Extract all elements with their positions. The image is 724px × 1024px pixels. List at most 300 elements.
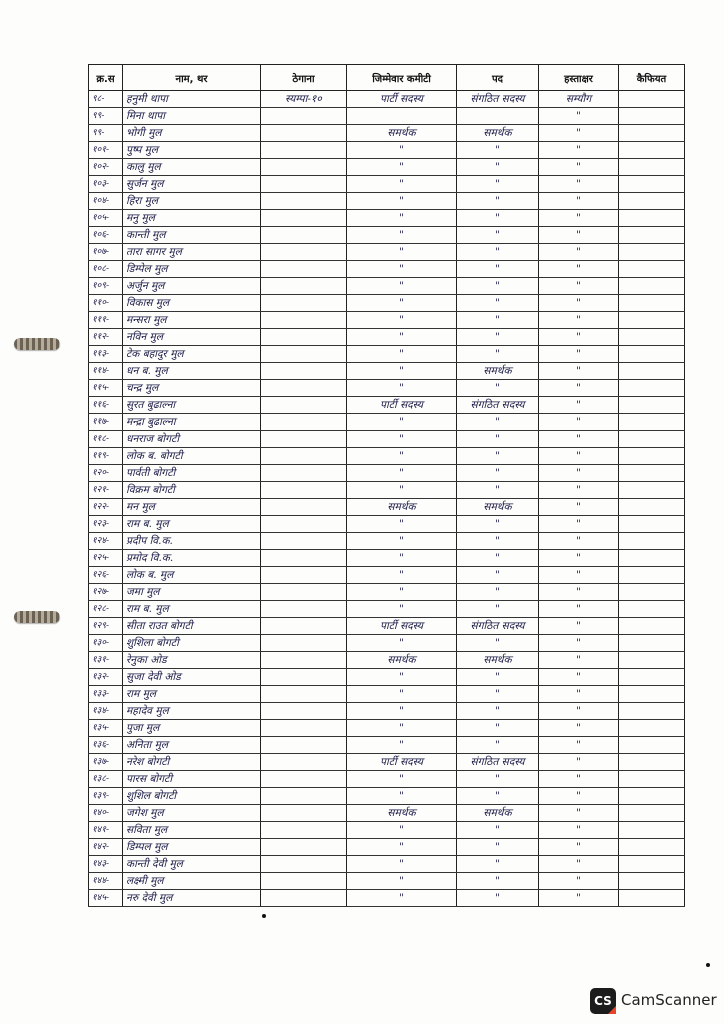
cell-name: लक्ष्मी मुल	[123, 873, 261, 890]
cell-name: सुर्जन मुल	[123, 176, 261, 193]
cell-remarks	[619, 550, 685, 567]
table-row	[89, 312, 685, 329]
cell-address: स्यम्पा-१०	[261, 91, 347, 108]
cell-remarks	[619, 771, 685, 788]
cell-remarks	[619, 890, 685, 907]
camscanner-logo-icon: CS	[590, 988, 616, 1014]
cell-serial-number: १०१-	[89, 142, 123, 159]
cell-position: संगठित सदस्य	[457, 754, 539, 771]
header-address: ठेगाना	[261, 65, 347, 91]
cell-committee: "	[347, 584, 457, 601]
cell-serial-number: १३७-	[89, 754, 123, 771]
cell-serial-number: १४०-	[89, 805, 123, 822]
cell-address	[261, 737, 347, 754]
cell-remarks	[619, 380, 685, 397]
cell-address	[261, 754, 347, 771]
cell-serial-number: ११२-	[89, 329, 123, 346]
cell-committee: "	[347, 720, 457, 737]
cell-name: पुष्प मुल	[123, 142, 261, 159]
cell-signature: "	[539, 822, 619, 839]
cell-address	[261, 244, 347, 261]
table-row	[89, 584, 685, 601]
table-row	[89, 380, 685, 397]
cell-remarks	[619, 448, 685, 465]
cell-serial-number: ११७-	[89, 414, 123, 431]
cell-committee: "	[347, 669, 457, 686]
table-row	[89, 720, 685, 737]
cell-remarks	[619, 601, 685, 618]
cell-committee: "	[347, 822, 457, 839]
table-row	[89, 159, 685, 176]
table-header-row	[89, 65, 685, 91]
cell-position: "	[457, 890, 539, 907]
cell-address	[261, 669, 347, 686]
cell-signature: "	[539, 533, 619, 550]
cell-signature: "	[539, 125, 619, 142]
cell-name: मनु मुल	[123, 210, 261, 227]
cell-remarks	[619, 278, 685, 295]
cell-signature: "	[539, 703, 619, 720]
cell-remarks	[619, 414, 685, 431]
cell-signature: "	[539, 176, 619, 193]
cell-signature: "	[539, 771, 619, 788]
cell-position: संगठित सदस्य	[457, 618, 539, 635]
cell-signature: "	[539, 431, 619, 448]
table-row	[89, 193, 685, 210]
cell-remarks	[619, 193, 685, 210]
cell-serial-number: १०३-	[89, 176, 123, 193]
cell-committee: "	[347, 873, 457, 890]
cell-remarks	[619, 737, 685, 754]
cell-address	[261, 176, 347, 193]
cell-position: "	[457, 142, 539, 159]
cell-position: "	[457, 703, 539, 720]
table-row	[89, 278, 685, 295]
table-row	[89, 669, 685, 686]
cell-name: धनराज बोगटी	[123, 431, 261, 448]
cell-position: "	[457, 788, 539, 805]
member-register-table	[88, 64, 685, 907]
cell-name: सीता राउत बोगटी	[123, 618, 261, 635]
cell-signature: "	[539, 261, 619, 278]
cell-serial-number: १०८-	[89, 261, 123, 278]
cell-address	[261, 771, 347, 788]
cell-serial-number: ११३-	[89, 346, 123, 363]
table-row	[89, 261, 685, 278]
cell-remarks	[619, 227, 685, 244]
cell-signature: "	[539, 278, 619, 295]
cell-committee: "	[347, 771, 457, 788]
cell-remarks	[619, 159, 685, 176]
cell-serial-number: १२०-	[89, 465, 123, 482]
cell-serial-number: १४३-	[89, 856, 123, 873]
cell-remarks	[619, 652, 685, 669]
cell-position: "	[457, 346, 539, 363]
cell-address	[261, 448, 347, 465]
header-name: नाम, थर	[123, 65, 261, 91]
table-row	[89, 754, 685, 771]
cell-name: हनुमी थापा	[123, 91, 261, 108]
cell-serial-number: १२५-	[89, 550, 123, 567]
header-remarks: कैफियत	[619, 65, 685, 91]
cell-serial-number: १३९-	[89, 788, 123, 805]
cell-position: "	[457, 584, 539, 601]
cell-remarks	[619, 686, 685, 703]
cell-remarks	[619, 720, 685, 737]
cell-address	[261, 125, 347, 142]
cell-address	[261, 159, 347, 176]
cell-committee: "	[347, 516, 457, 533]
cell-signature: "	[539, 839, 619, 856]
cell-position: "	[457, 550, 539, 567]
cell-address	[261, 890, 347, 907]
cell-signature: "	[539, 737, 619, 754]
table-row	[89, 210, 685, 227]
cell-remarks	[619, 176, 685, 193]
cell-committee: "	[347, 448, 457, 465]
cell-signature: "	[539, 346, 619, 363]
cell-position: "	[457, 244, 539, 261]
table-row	[89, 873, 685, 890]
table-row	[89, 465, 685, 482]
cell-signature: "	[539, 856, 619, 873]
cell-serial-number: १०९-	[89, 278, 123, 295]
cell-name: शुशिला बोगटी	[123, 635, 261, 652]
cell-name: धन ब. मुल	[123, 363, 261, 380]
cell-remarks	[619, 465, 685, 482]
cell-name: नरु देवी मुल	[123, 890, 261, 907]
header-signature: हस्ताक्षर	[539, 65, 619, 91]
cell-position: "	[457, 567, 539, 584]
cell-signature: "	[539, 516, 619, 533]
cell-committee: "	[347, 737, 457, 754]
cell-signature: "	[539, 414, 619, 431]
cell-committee: "	[347, 890, 457, 907]
cell-serial-number: ११५-	[89, 380, 123, 397]
table-row	[89, 771, 685, 788]
cell-signature: "	[539, 397, 619, 414]
cell-position: "	[457, 669, 539, 686]
cell-name: विकास मुल	[123, 295, 261, 312]
cell-position: "	[457, 329, 539, 346]
cell-signature: "	[539, 363, 619, 380]
cell-serial-number: ११९-	[89, 448, 123, 465]
cell-committee	[347, 108, 457, 125]
cell-address	[261, 108, 347, 125]
cell-signature: "	[539, 635, 619, 652]
cell-signature: "	[539, 567, 619, 584]
cell-address	[261, 533, 347, 550]
cell-address	[261, 312, 347, 329]
table-row	[89, 737, 685, 754]
cell-name: सविता मुल	[123, 822, 261, 839]
cell-committee: "	[347, 312, 457, 329]
cell-serial-number: १३४-	[89, 703, 123, 720]
cell-remarks	[619, 108, 685, 125]
stray-dot	[262, 914, 266, 918]
cell-signature: "	[539, 448, 619, 465]
cell-name: प्रमोद वि.क.	[123, 550, 261, 567]
cell-committee: "	[347, 856, 457, 873]
cell-signature: "	[539, 210, 619, 227]
cell-signature: "	[539, 550, 619, 567]
cell-remarks	[619, 788, 685, 805]
cell-name: मिना थापा	[123, 108, 261, 125]
cell-position: समर्थक	[457, 805, 539, 822]
cell-committee: पार्टी सदस्य	[347, 91, 457, 108]
cell-remarks	[619, 703, 685, 720]
cell-address	[261, 720, 347, 737]
cell-position: "	[457, 737, 539, 754]
cell-position: "	[457, 482, 539, 499]
cell-name: टेक बहादुर मुल	[123, 346, 261, 363]
cell-signature: सम्यौग	[539, 91, 619, 108]
cell-serial-number: १३८-	[89, 771, 123, 788]
table-row	[89, 822, 685, 839]
cell-signature: "	[539, 652, 619, 669]
table-row	[89, 533, 685, 550]
cell-serial-number: १३०-	[89, 635, 123, 652]
cell-remarks	[619, 363, 685, 380]
cell-remarks	[619, 754, 685, 771]
cell-position: "	[457, 686, 539, 703]
cell-committee: "	[347, 278, 457, 295]
cell-serial-number: १२८-	[89, 601, 123, 618]
table-row	[89, 227, 685, 244]
cell-address	[261, 414, 347, 431]
binder-ring-icon	[14, 338, 60, 350]
table-row	[89, 686, 685, 703]
cell-committee: पार्टी सदस्य	[347, 618, 457, 635]
cell-position: "	[457, 601, 539, 618]
table-row	[89, 125, 685, 142]
cell-name: महादेव मुल	[123, 703, 261, 720]
cell-name: नविन मुल	[123, 329, 261, 346]
cell-committee: "	[347, 346, 457, 363]
cell-name: चन्द्र मुल	[123, 380, 261, 397]
cell-serial-number: १११-	[89, 312, 123, 329]
cell-serial-number: ११८-	[89, 431, 123, 448]
cell-remarks	[619, 567, 685, 584]
cell-remarks	[619, 856, 685, 873]
table-row	[89, 839, 685, 856]
cell-signature: "	[539, 754, 619, 771]
cell-signature: "	[539, 890, 619, 907]
cell-committee: "	[347, 193, 457, 210]
cell-position: "	[457, 193, 539, 210]
cell-address	[261, 635, 347, 652]
cell-signature: "	[539, 720, 619, 737]
cell-serial-number: १३१-	[89, 652, 123, 669]
cell-committee: "	[347, 703, 457, 720]
cell-name: सुजा देवी ओड	[123, 669, 261, 686]
cell-remarks	[619, 822, 685, 839]
cell-address	[261, 142, 347, 159]
cell-remarks	[619, 805, 685, 822]
cell-committee: "	[347, 142, 457, 159]
cell-committee: पार्टी सदस्य	[347, 397, 457, 414]
cell-committee: "	[347, 363, 457, 380]
table-row	[89, 244, 685, 261]
cell-signature: "	[539, 312, 619, 329]
cell-remarks	[619, 635, 685, 652]
cell-signature: "	[539, 227, 619, 244]
cell-serial-number: १०४-	[89, 193, 123, 210]
cell-position: संगठित सदस्य	[457, 91, 539, 108]
cell-serial-number: १४५-	[89, 890, 123, 907]
cell-committee: "	[347, 380, 457, 397]
cell-serial-number: ९९-	[89, 108, 123, 125]
table-row	[89, 618, 685, 635]
cell-committee: "	[347, 261, 457, 278]
cell-remarks	[619, 482, 685, 499]
cell-name: कान्ती देवी मुल	[123, 856, 261, 873]
cell-name: कालु मुल	[123, 159, 261, 176]
cell-committee: "	[347, 465, 457, 482]
cell-committee: "	[347, 550, 457, 567]
cell-serial-number: १२३-	[89, 516, 123, 533]
cell-serial-number: ११४-	[89, 363, 123, 380]
cell-name: राम ब. मुल	[123, 601, 261, 618]
cell-signature: "	[539, 108, 619, 125]
cell-signature: "	[539, 788, 619, 805]
cell-signature: "	[539, 669, 619, 686]
cell-remarks	[619, 873, 685, 890]
cell-name: पुजा मुल	[123, 720, 261, 737]
cell-committee: समर्थक	[347, 499, 457, 516]
cell-name: शुशिल बोगटी	[123, 788, 261, 805]
table-row	[89, 414, 685, 431]
table-row	[89, 805, 685, 822]
cell-position: "	[457, 261, 539, 278]
table-row	[89, 448, 685, 465]
cell-address	[261, 499, 347, 516]
cell-committee: "	[347, 244, 457, 261]
table-row	[89, 176, 685, 193]
cell-name: भोगी मुल	[123, 125, 261, 142]
cell-serial-number: १०६-	[89, 227, 123, 244]
cell-remarks	[619, 91, 685, 108]
cell-position: "	[457, 856, 539, 873]
cell-committee: "	[347, 533, 457, 550]
table-body	[89, 91, 685, 907]
cell-name: अनिता मुल	[123, 737, 261, 754]
cell-name: पारस बोगटी	[123, 771, 261, 788]
cell-address	[261, 686, 347, 703]
cell-remarks	[619, 431, 685, 448]
cell-serial-number: १२७-	[89, 584, 123, 601]
cell-position: "	[457, 278, 539, 295]
cell-serial-number: १४१-	[89, 822, 123, 839]
cell-serial-number: १३५-	[89, 720, 123, 737]
header-position: पद	[457, 65, 539, 91]
table-row	[89, 363, 685, 380]
cell-address	[261, 397, 347, 414]
cell-signature: "	[539, 686, 619, 703]
cell-committee: "	[347, 788, 457, 805]
cell-serial-number: ११०-	[89, 295, 123, 312]
cell-serial-number: १२१-	[89, 482, 123, 499]
cell-position: "	[457, 159, 539, 176]
camscanner-label: CamScanner	[621, 991, 717, 1009]
cell-committee: "	[347, 482, 457, 499]
table-row	[89, 516, 685, 533]
cell-committee: "	[347, 431, 457, 448]
cell-position: समर्थक	[457, 125, 539, 142]
cell-signature: "	[539, 499, 619, 516]
cell-serial-number: १४४-	[89, 873, 123, 890]
table-row	[89, 788, 685, 805]
cell-remarks	[619, 210, 685, 227]
cell-signature: "	[539, 584, 619, 601]
cell-serial-number: १०५-	[89, 210, 123, 227]
cell-committee: "	[347, 159, 457, 176]
cell-remarks	[619, 329, 685, 346]
cell-remarks	[619, 261, 685, 278]
cell-address	[261, 380, 347, 397]
cell-address	[261, 465, 347, 482]
cell-remarks	[619, 618, 685, 635]
cell-committee: समर्थक	[347, 652, 457, 669]
cell-address	[261, 618, 347, 635]
cell-address	[261, 873, 347, 890]
cell-serial-number: १३६-	[89, 737, 123, 754]
cell-address	[261, 193, 347, 210]
cell-signature: "	[539, 618, 619, 635]
table-row	[89, 346, 685, 363]
cell-name: पार्वती बोगटी	[123, 465, 261, 482]
cell-serial-number: १३२-	[89, 669, 123, 686]
cell-name: मन मुल	[123, 499, 261, 516]
cell-address	[261, 584, 347, 601]
binder-ring-icon	[14, 611, 60, 623]
cell-serial-number: १०७-	[89, 244, 123, 261]
cell-remarks	[619, 839, 685, 856]
cell-position: "	[457, 380, 539, 397]
cell-remarks	[619, 244, 685, 261]
cell-name: राम मुल	[123, 686, 261, 703]
cell-position: "	[457, 720, 539, 737]
cell-committee: पार्टी सदस्य	[347, 754, 457, 771]
cell-position: "	[457, 295, 539, 312]
cell-address	[261, 856, 347, 873]
cell-name: विक्रम बोगटी	[123, 482, 261, 499]
cell-signature: "	[539, 244, 619, 261]
cell-signature: "	[539, 482, 619, 499]
cell-name: राम ब. मुल	[123, 516, 261, 533]
cell-address	[261, 363, 347, 380]
cell-committee: "	[347, 567, 457, 584]
cell-position: समर्थक	[457, 652, 539, 669]
cell-address	[261, 482, 347, 499]
cell-address	[261, 703, 347, 720]
cell-committee: समर्थक	[347, 805, 457, 822]
cell-committee: "	[347, 295, 457, 312]
cell-remarks	[619, 312, 685, 329]
cell-name: जगेश मुल	[123, 805, 261, 822]
cell-name: रेनुका ओड	[123, 652, 261, 669]
cell-name: कान्ती मुल	[123, 227, 261, 244]
table-row	[89, 108, 685, 125]
cell-position: "	[457, 516, 539, 533]
cell-address	[261, 295, 347, 312]
cell-remarks	[619, 533, 685, 550]
cell-signature: "	[539, 295, 619, 312]
cell-position: "	[457, 414, 539, 431]
cell-signature: "	[539, 329, 619, 346]
table-row	[89, 635, 685, 652]
cell-committee: "	[347, 227, 457, 244]
